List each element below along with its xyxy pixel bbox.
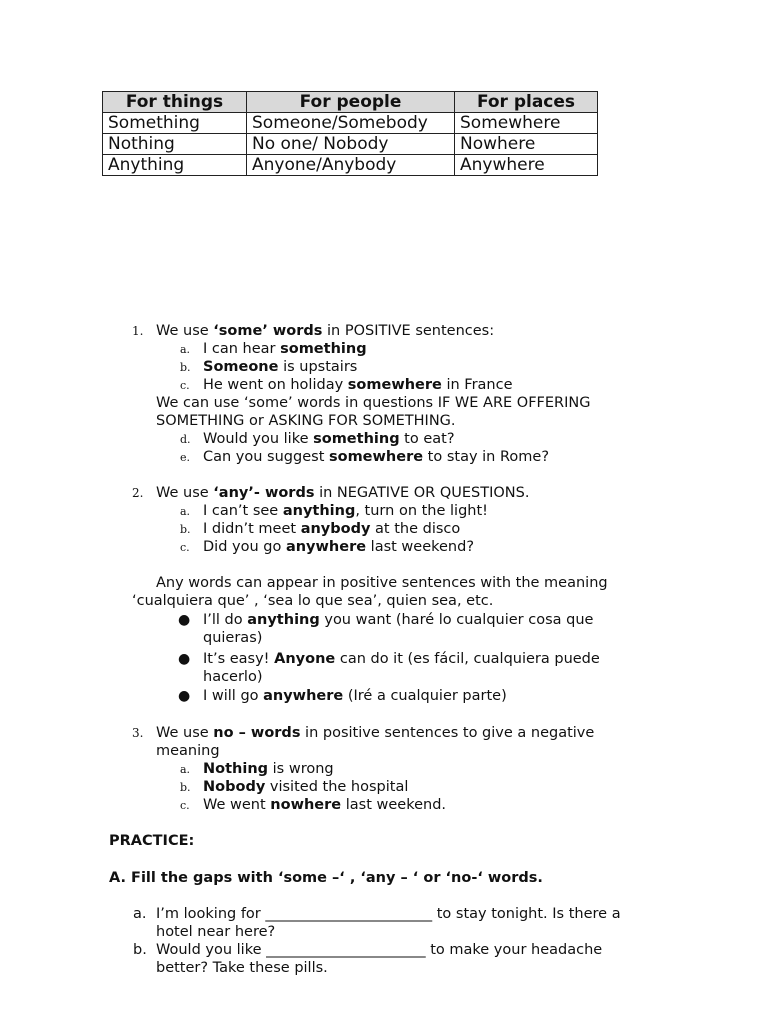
list-marker: a. bbox=[133, 906, 147, 922]
table-cell: Nothing bbox=[103, 134, 247, 155]
example-1a: I can hear something bbox=[203, 341, 367, 357]
table-header-cell: For places bbox=[455, 92, 598, 113]
bullet-icon: ● bbox=[178, 688, 191, 704]
any-bullet-3: I will go anywhere (Iré a cualquier parte) bbox=[203, 688, 507, 704]
section-1-rule: We use ‘some’ words in POSITIVE sentences: bbox=[156, 323, 495, 339]
practice-task-a: A. Fill the gaps with ‘some –‘ , ‘any – ‘ or ‘no-‘ words. bbox=[109, 870, 543, 886]
example-2a: I can’t see anything, turn on the light! bbox=[203, 503, 488, 519]
practice-heading: PRACTICE: bbox=[109, 833, 195, 849]
offering-note-line-2: SOMETHING or ASKING FOR SOMETHING. bbox=[156, 413, 456, 429]
example-1c: He went on holiday somewhere in France bbox=[203, 377, 513, 393]
table-cell: No one/ Nobody bbox=[247, 134, 455, 155]
list-marker: b. bbox=[180, 361, 191, 374]
exercise-a-line-2: hotel near here? bbox=[156, 924, 276, 940]
table-header-cell: For people bbox=[247, 92, 455, 113]
list-marker: a. bbox=[180, 763, 191, 776]
list-marker: a. bbox=[180, 343, 191, 356]
section-3-rule-cont: meaning bbox=[156, 743, 220, 759]
list-marker: b. bbox=[180, 523, 191, 536]
bullet-icon: ● bbox=[178, 612, 191, 628]
list-marker: b. bbox=[180, 781, 191, 794]
table-header-row bbox=[103, 92, 598, 113]
exercise-b-line-1: Would you like ______________________ to make your headache bbox=[156, 942, 603, 958]
table-cell: Anywhere bbox=[455, 155, 598, 176]
list-marker: b. bbox=[133, 942, 147, 958]
list-marker: c. bbox=[180, 379, 190, 392]
example-3c: We went nowhere last weekend. bbox=[203, 797, 447, 813]
section-2-rule: We use ‘any’- words in NEGATIVE OR QUESTIONS. bbox=[156, 485, 530, 501]
table-cell: Anything bbox=[103, 155, 247, 176]
any-bullet-2-cont: hacerlo) bbox=[203, 669, 263, 685]
list-number: 3. bbox=[132, 726, 144, 740]
example-3a: Nothing is wrong bbox=[203, 761, 334, 777]
any-note-line-2: ‘cualquiera que’ , ‘sea lo que sea’, quien sea, etc. bbox=[132, 593, 494, 609]
offering-note-line-1: We can use ‘some’ words in questions IF WE ARE OFFERING bbox=[156, 395, 591, 411]
table-row bbox=[103, 134, 598, 155]
any-note-line-1: Any words can appear in positive sentences with the meaning bbox=[156, 575, 608, 591]
list-marker: a. bbox=[180, 505, 191, 518]
table-cell: Nowhere bbox=[455, 134, 598, 155]
bullet-icon: ● bbox=[178, 651, 191, 667]
list-marker: e. bbox=[180, 451, 191, 464]
any-bullet-1: I’ll do anything you want (haré lo cualquier cosa que bbox=[203, 612, 594, 628]
list-marker: d. bbox=[180, 433, 191, 446]
table-cell: Anyone/Anybody bbox=[247, 155, 455, 176]
exercise-b-line-2: better? Take these pills. bbox=[156, 960, 328, 976]
table-row bbox=[103, 113, 598, 134]
exercise-a-line-1: I’m looking for _______________________ to stay tonight. Is there a bbox=[156, 906, 621, 922]
any-bullet-2: It’s easy! Anyone can do it (es fácil, cualquiera puede bbox=[203, 651, 600, 667]
list-number: 2. bbox=[132, 486, 144, 500]
example-2c: Did you go anywhere last weekend? bbox=[203, 539, 475, 555]
indefinite-pronouns-table bbox=[102, 91, 598, 176]
table-cell: Somewhere bbox=[455, 113, 598, 134]
section-3-rule: We use no – words in positive sentences to give a negative bbox=[156, 725, 595, 741]
table-row bbox=[103, 155, 598, 176]
table-cell: Someone/Somebody bbox=[247, 113, 455, 134]
example-1d: Would you like something to eat? bbox=[203, 431, 455, 447]
table-cell: Something bbox=[103, 113, 247, 134]
list-marker: c. bbox=[180, 541, 190, 554]
table-header-cell: For things bbox=[103, 92, 247, 113]
example-3b: Nobody visited the hospital bbox=[203, 779, 409, 795]
any-bullet-1-cont: quieras) bbox=[203, 630, 263, 646]
list-marker: c. bbox=[180, 799, 190, 812]
list-number: 1. bbox=[132, 324, 144, 338]
example-1e: Can you suggest somewhere to stay in Rome? bbox=[203, 449, 550, 465]
example-2b: I didn’t meet anybody at the disco bbox=[203, 521, 461, 537]
example-1b: Someone is upstairs bbox=[203, 359, 358, 375]
